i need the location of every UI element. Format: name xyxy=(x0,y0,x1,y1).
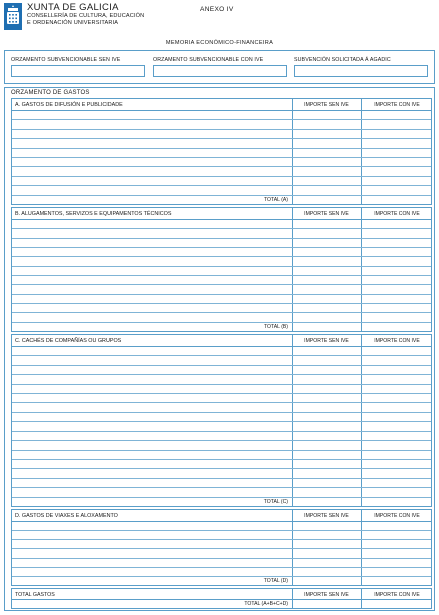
col-header-sen-ive: IMPORTE SEN IVE xyxy=(304,211,349,217)
column-divider xyxy=(292,99,293,204)
col-header-con-ive: IMPORTE CON IVE xyxy=(374,513,420,519)
table-row-line xyxy=(12,129,431,130)
table-row-line xyxy=(12,303,431,304)
table-row-line xyxy=(12,176,431,177)
table-row-line xyxy=(12,284,431,285)
table-row-line xyxy=(12,530,431,531)
org-department xyxy=(27,13,144,27)
table-row-line xyxy=(12,421,431,422)
dept-line-2: E ORDENACIÓN UNIVERSITARIA xyxy=(27,19,119,26)
table-row-line xyxy=(12,431,431,432)
table-row-line xyxy=(12,402,431,403)
table-row-line xyxy=(12,238,431,239)
grand-total-label: TOTAL (A+B+C+D) xyxy=(244,601,288,607)
table-row-line xyxy=(12,355,431,356)
table-row-line xyxy=(12,195,431,196)
header-divider xyxy=(12,219,431,220)
table-row-line xyxy=(12,576,431,577)
table-row-line xyxy=(12,185,431,186)
field-label-subvencion: SUBVENCIÓN SOLICITADA Á AGADIC xyxy=(294,57,391,63)
table-row-line xyxy=(12,412,431,413)
table-row-line xyxy=(12,558,431,559)
section-total-label: TOTAL (B) xyxy=(264,324,288,330)
field-label-con-ive: ORZAMENTO SUBVENCIONABLE CON IVE xyxy=(153,57,264,63)
header-divider xyxy=(12,110,431,111)
table-row-line xyxy=(12,450,431,451)
col-header-con-ive: IMPORTE CON IVE xyxy=(374,338,420,344)
table-row-line xyxy=(12,497,431,498)
table-row-line xyxy=(12,459,431,460)
table-row-line xyxy=(12,166,431,167)
table-row-line xyxy=(12,440,431,441)
section-total-label: TOTAL (D) xyxy=(263,578,288,584)
table-row-line xyxy=(12,487,431,488)
table-row-line xyxy=(12,478,431,479)
table-row-line xyxy=(12,374,431,375)
subsidy-summary-panel xyxy=(4,50,435,84)
table-row-line xyxy=(12,256,431,257)
table-row-line xyxy=(12,384,431,385)
grand-total-section xyxy=(11,588,432,609)
section-title: C. CACHÉS DE COMPAÑÍAS OU GRUPOS xyxy=(15,338,122,344)
table-row-line xyxy=(12,393,431,394)
col-header-sen-ive: IMPORTE SEN IVE xyxy=(304,513,349,519)
org-name: XUNTA DE GALICIA xyxy=(27,2,119,13)
table-row-line xyxy=(12,468,431,469)
table-row-line xyxy=(12,228,431,229)
table-row-line xyxy=(12,266,431,267)
subvencion-solicitada-field[interactable] xyxy=(294,65,428,77)
table-row-line xyxy=(12,294,431,295)
section-total-label: TOTAL (A) xyxy=(264,197,288,203)
col-header-sen-ive: IMPORTE SEN IVE xyxy=(304,592,349,598)
budget-title: ORZAMENTO DE GASTOS xyxy=(11,90,90,96)
section-title: D. GASTOS DE VIAXES E ALOXAMENTO xyxy=(15,513,118,519)
section-title: B. ALUGAMENTOS, SERVIZOS E EQUIPAMENTOS TÉCNICOS xyxy=(15,211,172,217)
expense-section-b xyxy=(11,207,432,332)
expense-section-c xyxy=(11,334,432,507)
xunta-logo-icon xyxy=(4,3,22,30)
col-header-sen-ive: IMPORTE SEN IVE xyxy=(304,338,349,344)
table-row-line xyxy=(12,567,431,568)
table-row-line xyxy=(12,312,431,313)
header-divider xyxy=(12,599,431,600)
col-header-sen-ive: IMPORTE SEN IVE xyxy=(304,102,349,108)
grand-total-title: TOTAL GASTOS xyxy=(15,592,55,598)
orzamento-con-ive-field[interactable] xyxy=(153,65,287,77)
table-row-line xyxy=(12,148,431,149)
column-divider xyxy=(361,99,362,204)
table-row-line xyxy=(12,548,431,549)
table-row-line xyxy=(12,247,431,248)
table-row-line xyxy=(12,157,431,158)
orzamento-sen-ive-field[interactable] xyxy=(11,65,145,77)
annex-label: ANEXO IV xyxy=(200,6,234,13)
section-total-label: TOTAL (C) xyxy=(263,499,288,505)
col-header-con-ive: IMPORTE CON IVE xyxy=(374,592,420,598)
document-header xyxy=(0,0,439,36)
page-title: MEMORIA ECONÓMICO-FINANCEIRA xyxy=(165,40,274,46)
table-row-line xyxy=(12,365,431,366)
header-divider xyxy=(12,521,431,522)
dept-line-1: CONSELLERÍA DE CULTURA, EDUCACIÓN xyxy=(27,13,145,19)
table-row-line xyxy=(12,539,431,540)
col-header-con-ive: IMPORTE CON IVE xyxy=(374,211,420,217)
field-label-sen-ive: ORZAMENTO SUBVENCIONABLE SEN IVE xyxy=(11,57,121,63)
table-row-line xyxy=(12,138,431,139)
header-divider xyxy=(12,346,431,347)
table-row-line xyxy=(12,275,431,276)
budget-panel xyxy=(4,87,435,611)
section-title: A. GASTOS DE DIFUSIÓN E PUBLICIDADE xyxy=(15,102,123,108)
expense-section-d xyxy=(11,509,432,586)
table-row-line xyxy=(12,119,431,120)
table-row-line xyxy=(12,322,431,323)
expense-section-a xyxy=(11,98,432,205)
col-header-con-ive: IMPORTE CON IVE xyxy=(374,102,420,108)
